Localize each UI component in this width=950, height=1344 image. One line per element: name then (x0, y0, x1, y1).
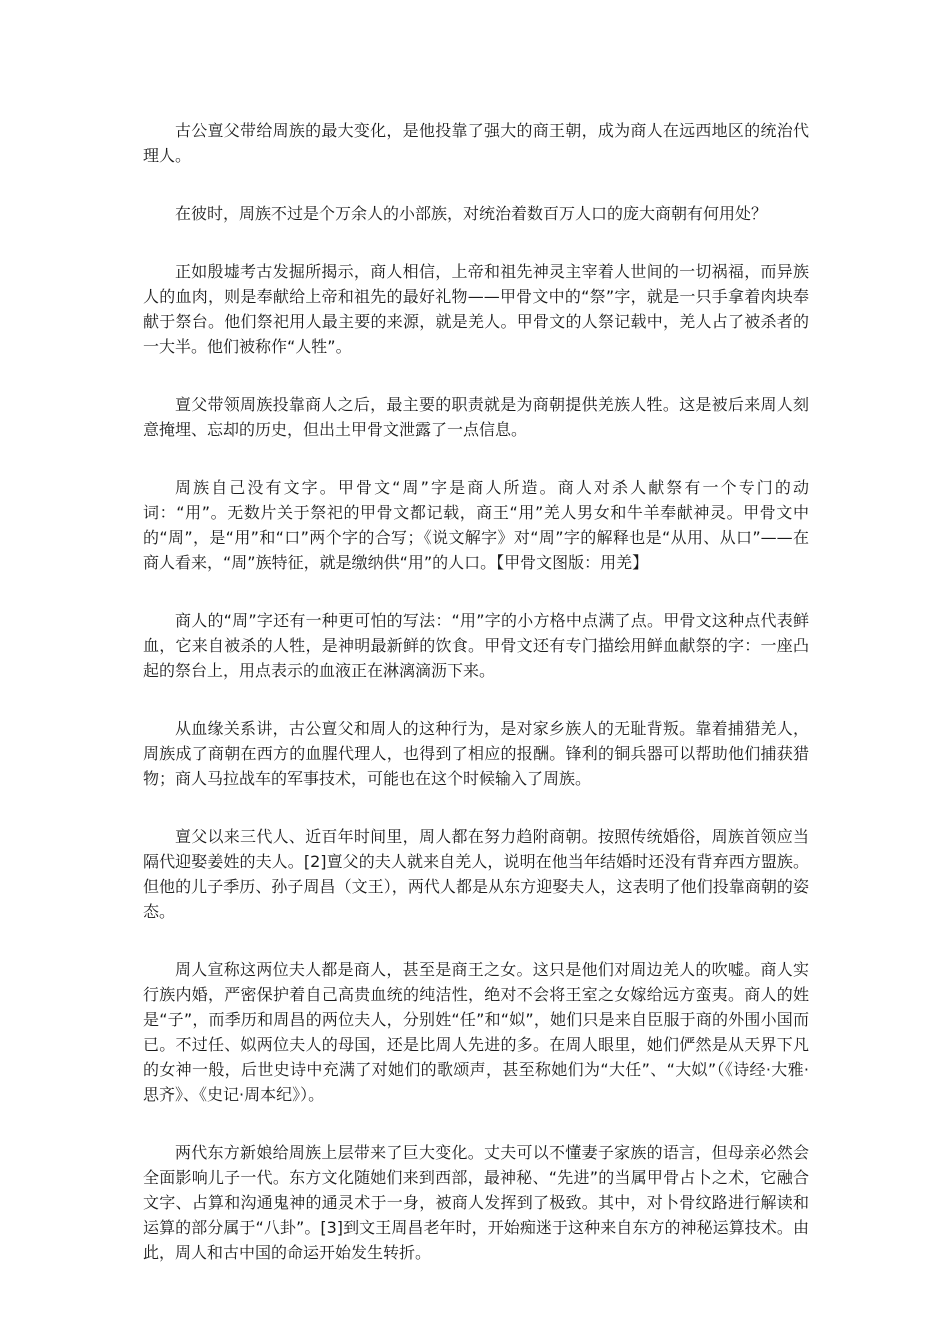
paragraph-1: 古公亶父带给周族的最大变化，是他投靠了强大的商王朝，成为商人在远西地区的统治代理人。 (143, 121, 809, 165)
paragraph-3: 正如殷墟考古发掘所揭示，商人相信，上帝和祖先神灵主宰着人世间的一切祸福，而异族人的血肉，则是奉献给上帝和祖先的最好礼物——甲骨文中的“祭”字，就是一只手拿着肉块奉献于祭台。他们祭祀用人最主要的来源，就是羌人。甲骨文的人祭记载中，羌人占了被杀者的一大半。他们被称作“人牲”。 (143, 262, 809, 356)
paragraph-7: 从血缘关系讲，古公亶父和周人的这种行为，是对家乡族人的无耻背叛。靠着捕猎羌人，周族成了商朝在西方的血腥代理人，也得到了相应的报酬。锋利的铜兵器可以帮助他们捕获猎物；商人马拉战车的军事技术，可能也在这个时候输入了周族。 (143, 719, 809, 788)
paragraph-5: 周族自己没有文字。甲骨文“周”字是商人所造。商人对杀人献祭有一个专门的动词：“用”。无数片关于祭祀的甲骨文都记载，商王“用”羌人男女和牛羊奉献神灵。甲骨文中的“周”，是“用”和“口”两个字的合写；《说文解字》对“周”字的解释也是“从用、从口”——在商人看来，“周”族特征，就是缴纳供“用”的人口。【甲骨文图版：用羌】 (143, 478, 809, 572)
paragraph-2: 在彼时，周族不过是个万余人的小部族，对统治着数百万人口的庞大商朝有何用处？ (175, 204, 768, 223)
paragraph-4: 亶父带领周族投靠商人之后，最主要的职责就是为商朝提供羌族人牲。这是被后来周人刻意掩埋、忘却的历史，但出土甲骨文泄露了一点信息。 (143, 395, 809, 439)
document-body (143, 118, 809, 1298)
paragraph-10: 两代东方新娘给周族上层带来了巨大变化。丈夫可以不懂妻子家族的语言，但母亲必然会全面影响儿子一代。东方文化随她们来到西部，最神秘、“先进”的当属甲骨占卜之术，它融合文字、占算和沟通鬼神的通灵术于一身，被商人发挥到了极致。其中，对卜骨纹路进行解读和运算的部分属于“八卦”。[3]到文王周昌老年时，开始痴迷于这种来自东方的神秘运算技术。由此，周人和古中国的命运开始发生转折。 (143, 1143, 809, 1262)
paragraph-6: 商人的“周”字还有一种更可怕的写法：“用”字的小方格中点满了点。甲骨文这种点代表鲜血，它来自被杀的人牲，是神明最新鲜的饮食。甲骨文还有专门描绘用鲜血献祭的字：一座凸起的祭台上，用点表示的血液正在淋漓滴沥下来。 (143, 611, 809, 680)
paragraph-9: 周人宣称这两位夫人都是商人，甚至是商王之女。这只是他们对周边羌人的吹嘘。商人实行族内婚，严密保护着自己高贵血统的纯洁性，绝对不会将王室之女嫁给远方蛮夷。商人的姓是“子”，而季历和周昌的两位夫人，分别姓“任”和“姒”，她们只是来自臣服于商的外围小国而已。不过任、姒两位夫人的母国，还是比周人先进的多。在周人眼里，她们俨然是从天界下凡的女神一般，后世史诗中充满了对她们的歌颂声，甚至称她们为“大任”、“大姒”（《诗经·大雅·思齐》、《史记·周本纪》）。 (143, 960, 809, 1104)
paragraph-8: 亶父以来三代人、近百年时间里，周人都在努力趋附商朝。按照传统婚俗，周族首领应当隔代迎娶姜姓的夫人。[2]亶父的夫人就来自羌人，说明在他当年结婚时还没有背弃西方盟族。但他的儿子季历、孙子周昌（文王），两代人都是从东方迎娶夫人，这表明了他们投靠商朝的姿态。 (143, 827, 809, 921)
